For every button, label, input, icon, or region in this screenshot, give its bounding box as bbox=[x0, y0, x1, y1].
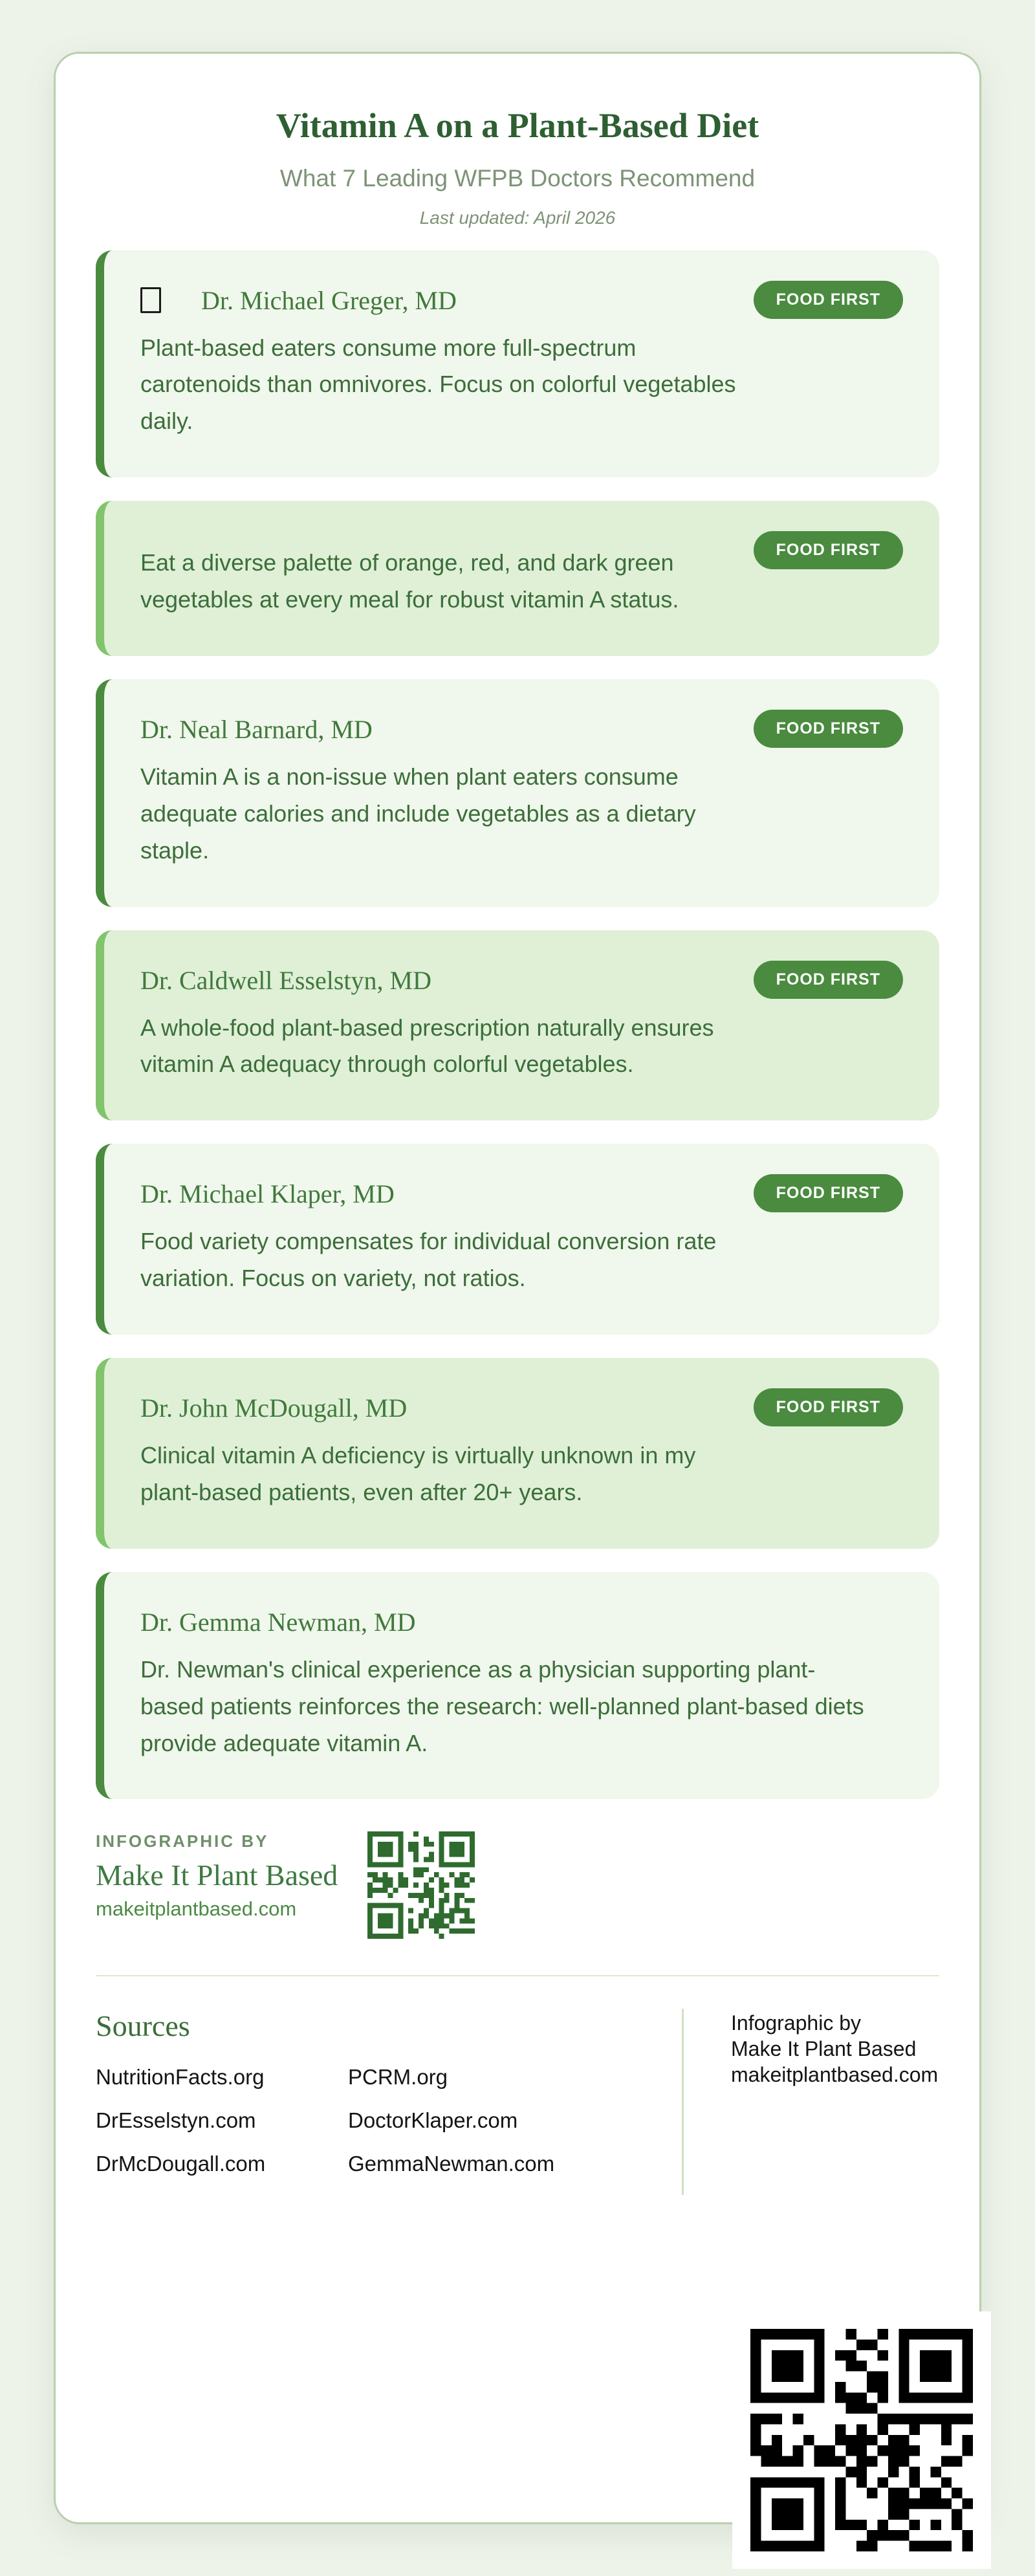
food-first-badge: FOOD FIRST bbox=[754, 1174, 903, 1212]
credit-line: Infographic by bbox=[731, 2011, 862, 2035]
qr-code-black-icon bbox=[750, 2329, 974, 2551]
quote-card-barnard bbox=[96, 679, 939, 907]
infographic-sheet bbox=[54, 52, 981, 2524]
brand-row bbox=[96, 1831, 939, 1939]
credit-block bbox=[731, 2009, 938, 2195]
doctor-quote: Dr. Newman's clinical experience as a physician supporting plant-based patients reinforces the research: well-planned plant-based diets provide adequate vitamin A. bbox=[140, 1655, 864, 1756]
header bbox=[96, 104, 939, 228]
doctor-name: Dr. John McDougall, MD bbox=[140, 1393, 408, 1423]
doctor-name: Dr. Neal Barnard, MD bbox=[140, 714, 373, 744]
doctor-name: Dr. Michael Greger, MD bbox=[201, 285, 457, 315]
source-item: GemmaNewman.com bbox=[348, 2152, 555, 2176]
quote-card-untitled bbox=[96, 501, 939, 656]
sources-block bbox=[96, 2009, 682, 2195]
doctor-quote: Food variety compensates for individual conversion rate variation. Focus on variety, not ratios. bbox=[140, 1228, 717, 1292]
doctor-name: Dr. Gemma Newman, MD bbox=[140, 1607, 416, 1637]
quote-card-greger bbox=[96, 250, 939, 478]
vertical-divider bbox=[682, 2009, 684, 2195]
quote-card-klaper bbox=[96, 1144, 939, 1335]
source-item: DrEsselstyn.com bbox=[96, 2108, 256, 2133]
page-subtitle: What 7 Leading WFPB Doctors Recommend bbox=[279, 164, 756, 191]
sources-row bbox=[96, 2009, 939, 2195]
sources-heading: Sources bbox=[96, 2009, 190, 2043]
credit-line: makeitplantbased.com bbox=[731, 2063, 939, 2087]
doctor-quote: Clinical vitamin A deficiency is virtually unknown in my plant-based patients, even after 20+ years. bbox=[140, 1442, 696, 1505]
source-item: DoctorKlaper.com bbox=[348, 2108, 518, 2133]
brand-eyebrow: INFOGRAPHIC BY bbox=[96, 1831, 269, 1851]
doctor-quote: Plant-based eaters consume more full-spectrum carotenoids than omnivores. Focus on colorful vegetables daily. bbox=[140, 334, 736, 435]
food-first-badge: FOOD FIRST bbox=[754, 1388, 903, 1426]
food-first-badge: FOOD FIRST bbox=[754, 281, 903, 319]
doctor-quote-list bbox=[96, 250, 939, 1800]
doctor-quote: Vitamin A is a non-issue when plant eaters consume adequate calories and include vegetables as a dietary staple. bbox=[140, 763, 696, 864]
quote-card-mcdougall bbox=[96, 1358, 939, 1549]
brand-website: makeitplantbased.com bbox=[96, 1897, 297, 1921]
missing-glyph-icon bbox=[140, 287, 161, 313]
food-first-badge: FOOD FIRST bbox=[754, 531, 903, 569]
doctor-name: Dr. Michael Klaper, MD bbox=[140, 1179, 395, 1209]
quote-card-esselstyn bbox=[96, 930, 939, 1121]
source-column-2 bbox=[348, 2065, 554, 2195]
credit-line: Make It Plant Based bbox=[731, 2037, 917, 2061]
source-item: DrMcDougall.com bbox=[96, 2152, 266, 2176]
doctor-name: Dr. Caldwell Esselstyn, MD bbox=[140, 965, 431, 995]
last-updated-note: Last updated: April 2026 bbox=[419, 207, 616, 228]
food-first-badge: FOOD FIRST bbox=[754, 710, 903, 748]
footer-divider bbox=[96, 1975, 939, 1976]
food-first-badge: FOOD FIRST bbox=[754, 961, 903, 999]
source-column-1 bbox=[96, 2065, 348, 2195]
source-item: NutritionFacts.org bbox=[96, 2065, 265, 2090]
page-title: Vitamin A on a Plant-Based Diet bbox=[276, 106, 759, 145]
doctor-quote: Eat a diverse palette of orange, red, and dark green vegetables at every meal for robust vitamin A status. bbox=[140, 549, 679, 613]
source-columns bbox=[96, 2065, 682, 2195]
qr-code-box bbox=[732, 2311, 991, 2569]
brand-text bbox=[96, 1831, 367, 1921]
brand-name: Make It Plant Based bbox=[96, 1859, 338, 1892]
qr-code-green-icon bbox=[367, 1831, 475, 1939]
card-title-row bbox=[140, 1607, 903, 1637]
quote-card-newman bbox=[96, 1572, 939, 1800]
source-item: PCRM.org bbox=[348, 2065, 448, 2090]
doctor-quote: A whole-food plant-based prescription naturally ensures vitamin A adequacy through colorful vegetables. bbox=[140, 1014, 714, 1078]
